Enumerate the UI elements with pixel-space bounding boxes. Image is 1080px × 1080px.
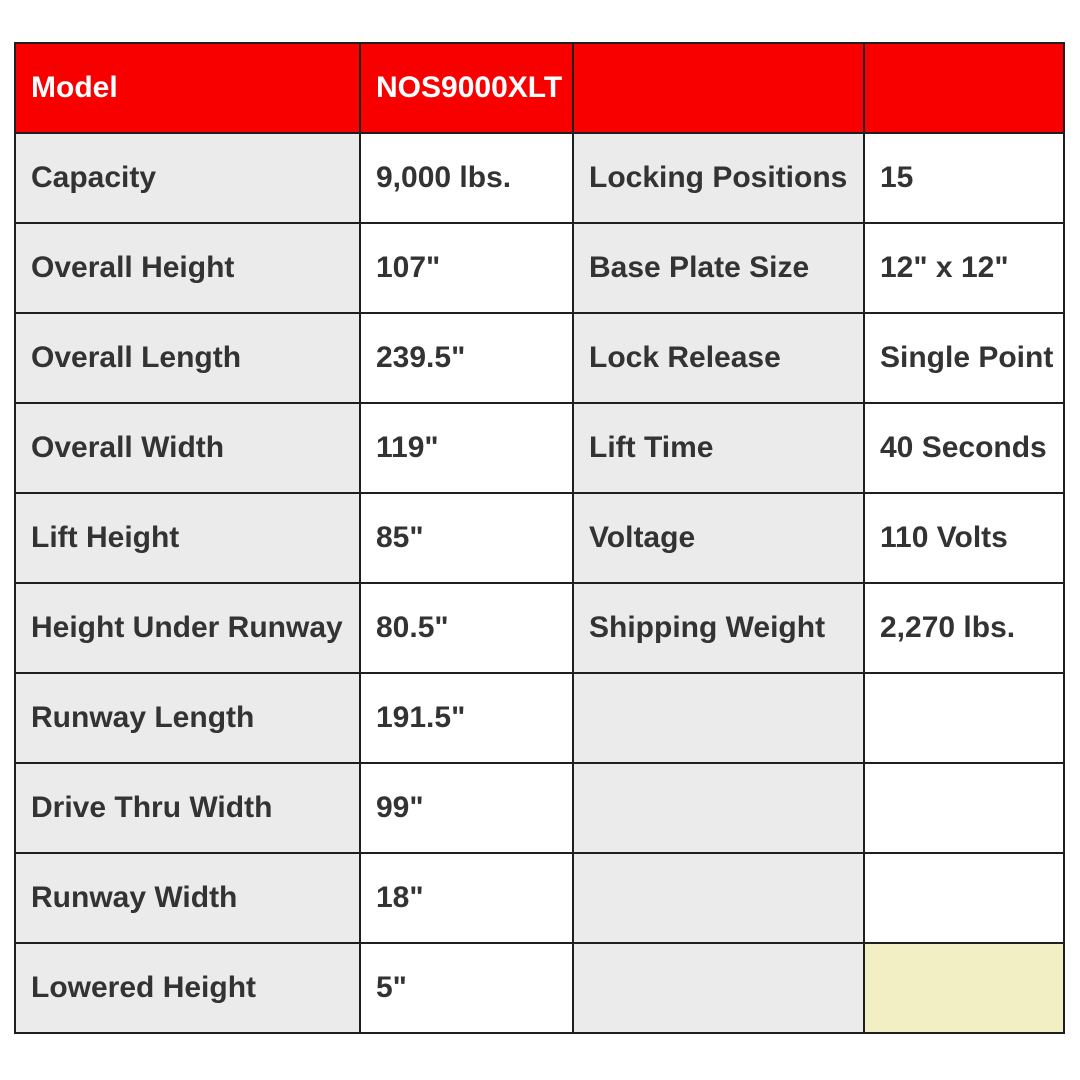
spec-value-cell: 9,000 lbs. xyxy=(360,133,573,223)
model-number-cell: NOS9000XLT xyxy=(360,43,573,133)
spec-value-cell: 107" xyxy=(360,223,573,313)
table-row-height-under-runway xyxy=(15,583,1064,673)
spec-name-cell: Overall Height xyxy=(15,223,360,313)
spec-name-cell: Lock Release xyxy=(573,313,864,403)
spec-value-cell: 239.5" xyxy=(360,313,573,403)
model-header-cell: Model xyxy=(15,43,360,133)
spec-value-cell: 40 Seconds xyxy=(864,403,1064,493)
table-row-drive-thru-width xyxy=(15,763,1064,853)
spec-name-cell: Lowered Height xyxy=(15,943,360,1033)
spec-name-cell: Overall Length xyxy=(15,313,360,403)
table-header-row xyxy=(15,43,1064,133)
spec-value-cell xyxy=(864,763,1064,853)
table-row-capacity xyxy=(15,133,1064,223)
spec-value-cell xyxy=(864,673,1064,763)
spec-name-cell xyxy=(573,763,864,853)
spec-name-cell: Voltage xyxy=(573,493,864,583)
table-row-lift-height xyxy=(15,493,1064,583)
table-row-overall-width xyxy=(15,403,1064,493)
spec-value-cell: 5" xyxy=(360,943,573,1033)
spec-value-cell: 15 xyxy=(864,133,1064,223)
spec-value-cell: 85" xyxy=(360,493,573,583)
spec-value-cell: 80.5" xyxy=(360,583,573,673)
spec-value-cell: 12" x 12" xyxy=(864,223,1064,313)
table-row-runway-width xyxy=(15,853,1064,943)
spec-name-cell: Lift Height xyxy=(15,493,360,583)
spec-name-cell xyxy=(573,943,864,1033)
spec-name-cell xyxy=(573,673,864,763)
spec-table xyxy=(14,42,1065,1034)
empty-header-cell xyxy=(864,43,1064,133)
spec-name-cell: Runway Width xyxy=(15,853,360,943)
spec-value-cell: 191.5" xyxy=(360,673,573,763)
spec-value-cell: 110 Volts xyxy=(864,493,1064,583)
spec-name-cell: Overall Width xyxy=(15,403,360,493)
highlight-cell xyxy=(864,943,1064,1033)
spec-name-cell: Locking Positions xyxy=(573,133,864,223)
table-row-overall-height xyxy=(15,223,1064,313)
spec-name-cell: Height Under Runway xyxy=(15,583,360,673)
spec-name-cell: Shipping Weight xyxy=(573,583,864,673)
spec-name-cell: Lift Time xyxy=(573,403,864,493)
spec-name-cell: Base Plate Size xyxy=(573,223,864,313)
table-row-overall-length xyxy=(15,313,1064,403)
spec-value-cell: 99" xyxy=(360,763,573,853)
spec-name-cell xyxy=(573,853,864,943)
spec-value-cell: 2,270 lbs. xyxy=(864,583,1064,673)
table-row-lowered-height xyxy=(15,943,1064,1033)
spec-value-cell xyxy=(864,853,1064,943)
spec-name-cell: Drive Thru Width xyxy=(15,763,360,853)
spec-value-cell: Single Point xyxy=(864,313,1064,403)
spec-value-cell: 119" xyxy=(360,403,573,493)
spec-value-cell: 18" xyxy=(360,853,573,943)
table-row-runway-length xyxy=(15,673,1064,763)
spec-name-cell: Runway Length xyxy=(15,673,360,763)
empty-header-cell xyxy=(573,43,864,133)
spec-name-cell: Capacity xyxy=(15,133,360,223)
